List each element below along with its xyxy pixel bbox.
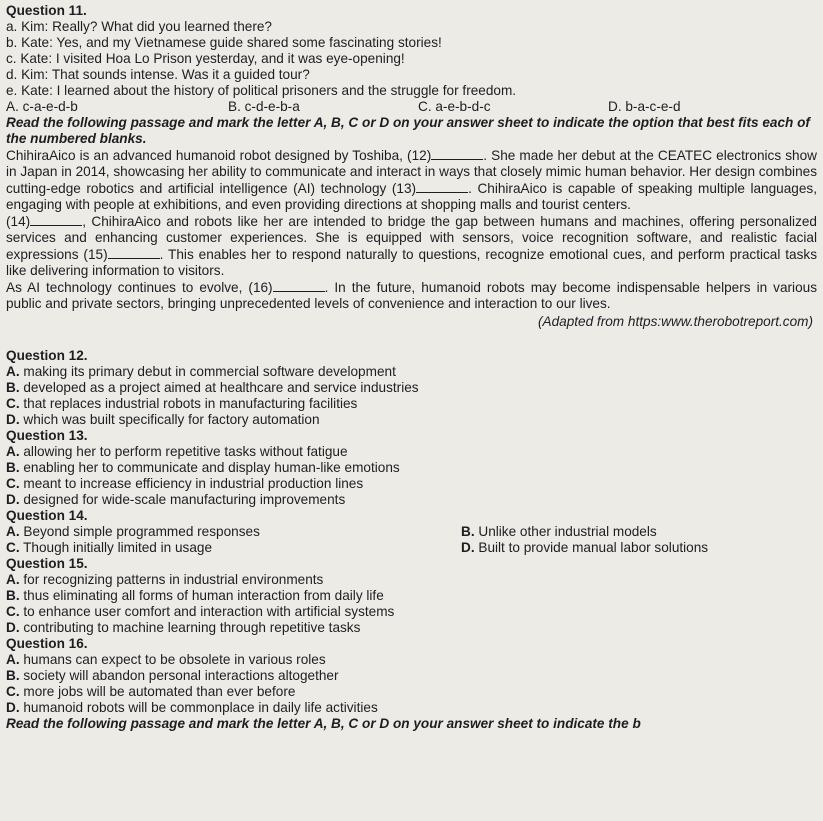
option-letter: B. (6, 460, 20, 475)
option-letter: A. (6, 444, 20, 459)
option-letter: C. (6, 684, 20, 699)
q12-option-c[interactable] (6, 396, 817, 412)
option-text: Though initially limited in usage (23, 540, 213, 555)
q15-option-a[interactable] (6, 572, 817, 588)
passage-text: (14) (6, 214, 31, 229)
option-letter: A. (6, 652, 20, 667)
q14-title: Question 14. (6, 508, 88, 523)
option-text: Unlike other industrial models (478, 524, 657, 539)
passage-text: , ChihiraAico and robots like her are intended to bridge the gap between humans and machines, offering personalized services and enhancing customer experiences. She is equipped with sensors, voice recognition software, and realistic facial expressions (15) (6, 214, 817, 262)
option-text: designed for wide-scale manufacturing improvements (23, 492, 346, 507)
option-text: humans can expect to be obsolete in various roles (23, 652, 326, 667)
q16-title: Question 16. (6, 636, 88, 651)
option-letter: A. (6, 364, 20, 379)
option-letter: A. (6, 572, 20, 587)
option-text: making its primary debut in commercial software development (23, 364, 396, 379)
q13-option-a[interactable] (6, 444, 817, 460)
q12-option-a[interactable] (6, 364, 817, 380)
blank-13[interactable] (416, 180, 468, 193)
q16-option-a[interactable] (6, 652, 817, 668)
q11-title: Question 11. (6, 3, 87, 18)
passage-text: . In the future, humanoid robots may become indispensable helpers in various public and private sectors, bringing unprecedented levels of convenience and interaction to our lives. (6, 280, 817, 311)
q11-line-a: a. Kim: Really? What did you learned there? (6, 19, 272, 34)
q13-option-c[interactable] (6, 476, 817, 492)
blank-16[interactable] (273, 279, 325, 292)
q16-option-d[interactable] (6, 700, 817, 716)
option-text: for recognizing patterns in industrial environments (23, 572, 324, 587)
option-text: enabling her to communicate and display human-like emotions (23, 460, 400, 475)
q12-option-b[interactable] (6, 380, 817, 396)
option-text: to enhance user comfort and interaction with artificial systems (23, 604, 395, 619)
passage-text: ChihiraAico is an advanced humanoid robot designed by Toshiba, (12) (6, 148, 432, 163)
option-letter: C. (6, 396, 20, 411)
passage-text: . ChihiraAico is capable of speaking multiple languages, engaging with people at exhibitions, and even providing directions at shopping malls and tourist centers. (6, 181, 817, 212)
option-letter: D. (6, 412, 20, 427)
q11-line-b: b. Kate: Yes, and my Vietnamese guide shared some fascinating stories! (6, 35, 442, 50)
passage-paragraph-2 (6, 213, 817, 279)
option-letter: D. (6, 700, 20, 715)
q14-options-row-1 (6, 524, 817, 540)
option-letter: D. (6, 620, 20, 635)
option-letter: C. (6, 604, 20, 619)
passage-text: . This enables her to respond naturally to questions, recognize emotional cues, and perform practical tasks like delivering information to visitors. (6, 247, 817, 278)
q16-option-c[interactable] (6, 684, 817, 700)
q14-options-row-2 (6, 540, 817, 556)
q11-line-c: c. Kate: I visited Hoa Lo Prison yesterday, and it was eye-opening! (6, 51, 405, 66)
option-text: that replaces industrial robots in manufacturing facilities (23, 396, 358, 411)
option-letter: B. (6, 588, 20, 603)
q12-option-d[interactable] (6, 412, 817, 428)
option-letter: B. (6, 668, 20, 683)
q11-options (6, 99, 817, 115)
q13-option-d[interactable] (6, 492, 817, 508)
blank-12[interactable] (431, 147, 483, 160)
q11-option-c[interactable]: C. a-e-b-d-c (418, 99, 491, 114)
option-letter: D. (461, 540, 475, 555)
q12-title: Question 12. (6, 348, 88, 363)
q16-option-b[interactable] (6, 668, 817, 684)
passage-instruction: Read the following passage and mark the letter A, B, C or D on your answer sheet to indicate the option that best fits each of the numbered blanks. (6, 115, 810, 146)
option-letter: C. (6, 476, 20, 491)
passage-paragraph-3 (6, 279, 817, 312)
option-text: meant to increase efficiency in industrial production lines (23, 476, 364, 491)
q14-option-c[interactable] (6, 540, 461, 556)
option-text: which was built specifically for factory automation (23, 412, 320, 427)
blank-15[interactable] (108, 246, 160, 259)
option-text: contributing to machine learning through repetitive tasks (23, 620, 361, 635)
option-letter: D. (6, 492, 20, 507)
option-letter: B. (6, 380, 20, 395)
q11-option-d[interactable]: D. b-a-c-e-d (608, 99, 681, 114)
q11-option-a[interactable]: A. c-a-e-d-b (6, 99, 78, 114)
q14-option-d[interactable] (461, 540, 708, 556)
q11-option-b[interactable]: B. c-d-e-b-a (228, 99, 300, 114)
passage-text: As AI technology continues to evolve, (16) (6, 280, 273, 295)
option-text: thus eliminating all forms of human interaction from daily life (23, 588, 384, 603)
passage-paragraph-1 (6, 147, 817, 213)
option-text: more jobs will be automated than ever before (23, 684, 296, 699)
option-text: Beyond simple programmed responses (23, 524, 260, 539)
q14-option-a[interactable] (6, 524, 461, 540)
q15-option-c[interactable] (6, 604, 817, 620)
q11-line-d: d. Kim: That sounds intense. Was it a guided tour? (6, 67, 310, 82)
q11-line-e: e. Kate: I learned about the history of political prisoners and the struggle for freedom. (6, 83, 517, 98)
option-text: society will abandon personal interactions altogether (23, 668, 339, 683)
passage-source: (Adapted from https:www.therobotreport.com) (537, 314, 813, 329)
blank-14[interactable] (30, 213, 82, 226)
option-text: developed as a project aimed at healthcare and service industries (23, 380, 419, 395)
option-text: allowing her to perform repetitive tasks without fatigue (23, 444, 348, 459)
q15-option-d[interactable] (6, 620, 817, 636)
next-passage-instruction: Read the following passage and mark the letter A, B, C or D on your answer sheet to indicate the b (6, 716, 641, 731)
option-letter: B. (461, 524, 475, 539)
option-letter: A. (6, 524, 20, 539)
option-text: humanoid robots will be commonplace in daily life activities (23, 700, 378, 715)
option-text: Built to provide manual labor solutions (478, 540, 709, 555)
q13-title: Question 13. (6, 428, 88, 443)
option-letter: C. (6, 540, 20, 555)
passage-text: . She made her debut at the CEATEC electronics show in Japan in 2014, showcasing her ability to communicate and interact in ways that closely mimic human behavior. Her design combines cutting-edge robotics and artificial intelligence (AI) technology (13) (6, 148, 817, 196)
q14-option-b[interactable] (461, 524, 657, 540)
q15-option-b[interactable] (6, 588, 817, 604)
q15-title: Question 15. (6, 556, 88, 571)
q13-option-b[interactable] (6, 460, 817, 476)
